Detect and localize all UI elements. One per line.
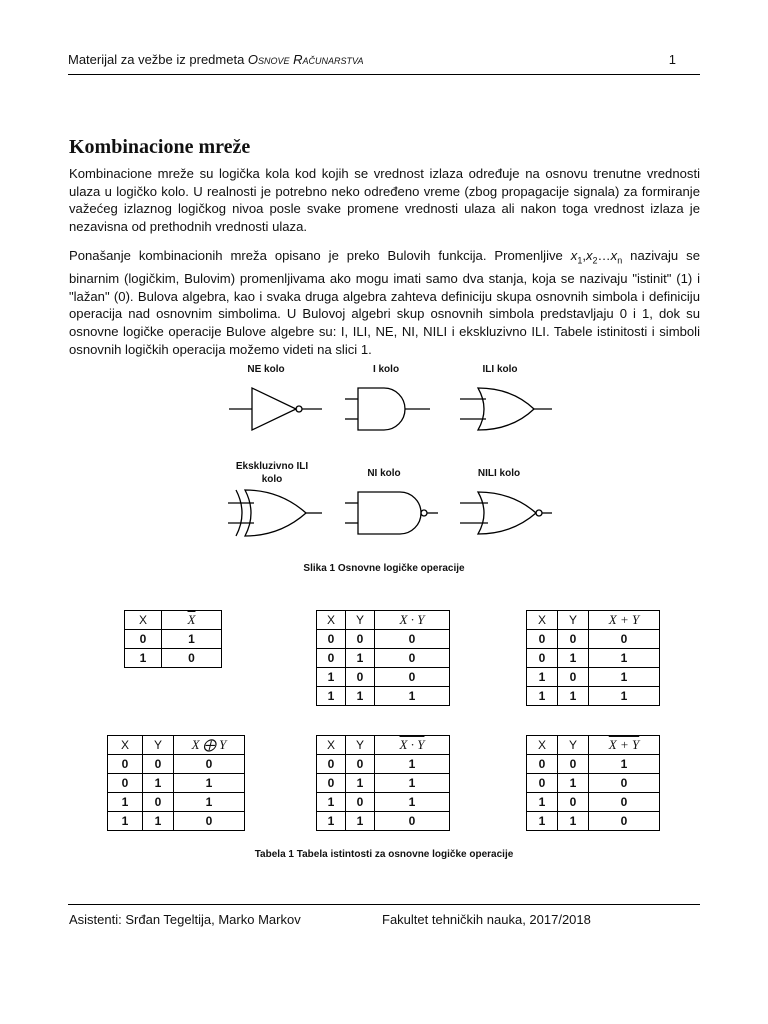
table-row	[125, 630, 222, 649]
table-row	[527, 649, 660, 668]
xor-gate-icon	[228, 490, 322, 536]
cell: 0	[346, 630, 375, 649]
cell: 1	[527, 687, 558, 706]
col-y: Y	[346, 611, 375, 630]
label-not-gate: NE kolo	[247, 364, 285, 375]
truth-table-or	[526, 610, 660, 706]
col-expr: X + Y	[589, 611, 660, 630]
table-row	[125, 649, 222, 668]
table-row	[527, 630, 660, 649]
nand-gate-icon	[345, 492, 438, 534]
cell: 0	[375, 668, 450, 687]
col-x: X	[317, 736, 346, 755]
cell: 0	[589, 630, 660, 649]
label-xor-line2: kolo	[261, 474, 283, 485]
cell: 0	[558, 668, 589, 687]
col-expr	[375, 736, 450, 755]
cell: 1	[375, 755, 450, 774]
col-y: Y	[143, 736, 174, 755]
cell: 1	[346, 812, 375, 831]
cell: 0	[143, 755, 174, 774]
cell: 0	[375, 649, 450, 668]
cell: 0	[527, 649, 558, 668]
table-row	[317, 812, 450, 831]
cell: 0	[527, 774, 558, 793]
table-row	[108, 774, 245, 793]
label-and-gate: I kolo	[372, 364, 400, 375]
cell: 1	[589, 755, 660, 774]
cell: 0	[375, 812, 450, 831]
cell: 0	[527, 755, 558, 774]
cell: 0	[589, 812, 660, 831]
table-row	[317, 668, 450, 687]
truth-table-nor	[526, 735, 660, 831]
col-y: Y	[346, 736, 375, 755]
cell: 1	[317, 793, 346, 812]
col-y: Y	[558, 736, 589, 755]
cell: 1	[558, 687, 589, 706]
table-row	[527, 668, 660, 687]
figure-caption: Slika 1 Osnovne logičke operacije	[303, 563, 465, 574]
expr-nand: X · Y	[399, 737, 425, 752]
paragraph-intro: Kombinacione mreže su logička kola kod kojih se vrednost izlaza određuje na osnovu trenutne vrednosti ulaza u logičko kolo. U realnosti je potrebno neko određeno vreme (zbog propagacije signala) za formiranje važećeg izlaznog logičkog nivoa posle svake promene vrednosti ulaza ali nakon toga vrednost izlaza je nezavisna od prethodnih vrednosti ulaza.	[69, 166, 700, 234]
table-row	[527, 774, 660, 793]
nor-gate-icon	[460, 492, 552, 534]
cell: 1	[143, 774, 174, 793]
paragraph-boolean: Ponašanje kombinacionih mreža opisano je preko Bulovih funkcija. Promenljive $x_1,x_2\dots x_n$ nazivaju se binarnim (logičkim, Bulovim) promenljivama ako mogu imati samo dva stanja, koja se nazivaju "istinit" (1) i "lažan" (0). Bulova algebra, kao i svaka druga algebra zahteva definiciju skupa osnovnih simbola i definiciju operacija nad osnovnim simbolima. U Bulovoj algebri skup osnovnih simbola predstavljaju 0 i 1, dok su osnovne logičke operacije Bulove algebre su: I, ILI, NE, NI, NILI i ekskluzivno ILI. Tabele istinitosti i simboli osnovnih logičkih operacija možemo videti na slici 1.	[69, 248, 700, 357]
table-row	[527, 755, 660, 774]
cell: 0	[174, 755, 245, 774]
cell: 1	[108, 793, 143, 812]
cell: 0	[317, 630, 346, 649]
cell: 1	[558, 812, 589, 831]
table-row	[527, 687, 660, 706]
table-row	[317, 774, 450, 793]
cell: 1	[527, 812, 558, 831]
header-subject: Osnove Računarstva	[247, 52, 364, 67]
label-nand-gate: NI kolo	[367, 468, 401, 479]
cell: 0	[125, 630, 162, 649]
cell: 1	[589, 649, 660, 668]
var-x1: x	[570, 248, 578, 263]
truth-table-xor	[107, 735, 245, 831]
cell: 0	[317, 649, 346, 668]
table-row	[317, 630, 450, 649]
table-row	[108, 812, 245, 831]
table-row	[108, 793, 245, 812]
truth-table-nand	[316, 735, 450, 831]
cell: 1	[527, 793, 558, 812]
footer-rule	[68, 904, 700, 905]
cell: 0	[162, 649, 222, 668]
cell: 1	[375, 793, 450, 812]
header-prefix: Materijal za vežbe iz predmeta	[68, 52, 248, 67]
label-nor-gate: NILI kolo	[477, 468, 521, 479]
cell: 0	[317, 774, 346, 793]
col-x: X	[125, 611, 162, 630]
label-xor-line1: Ekskluzivno ILI	[235, 461, 309, 472]
cell: 1	[317, 668, 346, 687]
col-x: X	[317, 611, 346, 630]
expr-nor: X + Y	[608, 737, 640, 752]
cell: 0	[108, 755, 143, 774]
truth-table-and	[316, 610, 450, 706]
label-or-gate: ILI kolo	[482, 364, 518, 375]
cell: 1	[317, 812, 346, 831]
table-header-row	[527, 611, 660, 630]
table-row	[317, 793, 450, 812]
cell: 0	[589, 774, 660, 793]
cell: 1	[527, 668, 558, 687]
paragraph-boolean-part1: Ponašanje kombinacionih mreža opisano je preko Bulovih funkcija. Promenljive	[69, 248, 571, 263]
cell: 0	[558, 755, 589, 774]
page-number: 1	[668, 52, 676, 67]
sub-2: 2	[592, 255, 598, 266]
cell: 1	[346, 774, 375, 793]
cell: 1	[375, 687, 450, 706]
cell: 1	[317, 687, 346, 706]
footer-authors: Asistenti: Srđan Tegeltija, Marko Markov	[69, 912, 301, 927]
cell: 0	[317, 755, 346, 774]
table-header-row	[317, 611, 450, 630]
table-header-row	[108, 736, 245, 755]
var-xn: x	[610, 248, 618, 263]
cell: 1	[174, 793, 245, 812]
cell: 0	[527, 630, 558, 649]
or-gate-icon	[460, 388, 552, 430]
section-title: Kombinacione mreže	[69, 136, 251, 158]
cell: 1	[375, 774, 450, 793]
cell: 1	[589, 668, 660, 687]
col-x: X	[527, 736, 558, 755]
and-gate-icon	[345, 388, 430, 430]
cell: 1	[174, 774, 245, 793]
sub-1: 1	[577, 255, 583, 266]
table-caption: Tabela 1 Tabela istintosti za osnovne logičke operacije	[254, 849, 514, 860]
cell: 0	[143, 793, 174, 812]
cell: 0	[558, 630, 589, 649]
cell: 1	[143, 812, 174, 831]
sub-n: n	[617, 255, 623, 266]
not-gate-icon	[229, 388, 322, 430]
cell: 0	[174, 812, 245, 831]
table-header-row	[125, 611, 222, 630]
col-x: X	[108, 736, 143, 755]
col-expr: X · Y	[375, 611, 450, 630]
cell: 0	[589, 793, 660, 812]
cell: 1	[589, 687, 660, 706]
var-x2: x	[585, 248, 593, 263]
col-expr	[589, 736, 660, 755]
truth-table-not	[124, 610, 222, 668]
cell: 0	[375, 630, 450, 649]
table-header-row	[317, 736, 450, 755]
table-row	[108, 755, 245, 774]
cell: 1	[346, 687, 375, 706]
table-row	[317, 649, 450, 668]
table-header-row	[527, 736, 660, 755]
table-row	[527, 793, 660, 812]
cell: 1	[125, 649, 162, 668]
cell: 1	[558, 649, 589, 668]
table-row	[317, 687, 450, 706]
cell: 1	[558, 774, 589, 793]
cell: 0	[108, 774, 143, 793]
col-expr	[162, 611, 222, 630]
cell: 1	[346, 649, 375, 668]
col-expr: X ⨁ Y	[174, 736, 245, 755]
cell: 1	[108, 812, 143, 831]
cell: 0	[346, 793, 375, 812]
cell: 0	[558, 793, 589, 812]
footer-institution: Fakultet tehničkih nauka, 2017/2018	[382, 912, 591, 927]
col-y: Y	[558, 611, 589, 630]
cell: 0	[346, 668, 375, 687]
paragraph-boolean-part2: nazivaju se binarnim (logičkim, Bulovim) promenljivama ako mogu imati samo dva stanja, koja se nazivaju "istinit" (1) i "lažan" (0). Bulova algebra, kao i svaka druga algebra zahteva definiciju skupa osnovnih simbola i definiciju operacija nad osnovnim simbolima. U Bulovoj algebri skup osnovnih simbola predstavljaju 0 i 1, dok su osnovne logičke operacije Bulove algebre su: I, ILI, NE, NI, NILI i ekskluzivno ILI. Tabele istinitosti i simboli osnovnih logičkih operacija možemo videti na slici 1.	[69, 248, 700, 357]
ellipsis: …	[597, 248, 611, 263]
expr-not-x: $\overline{X}$	[187, 612, 196, 627]
table-row	[527, 812, 660, 831]
table-row	[317, 755, 450, 774]
cell: 1	[162, 630, 222, 649]
cell: 0	[346, 755, 375, 774]
col-x: X	[527, 611, 558, 630]
